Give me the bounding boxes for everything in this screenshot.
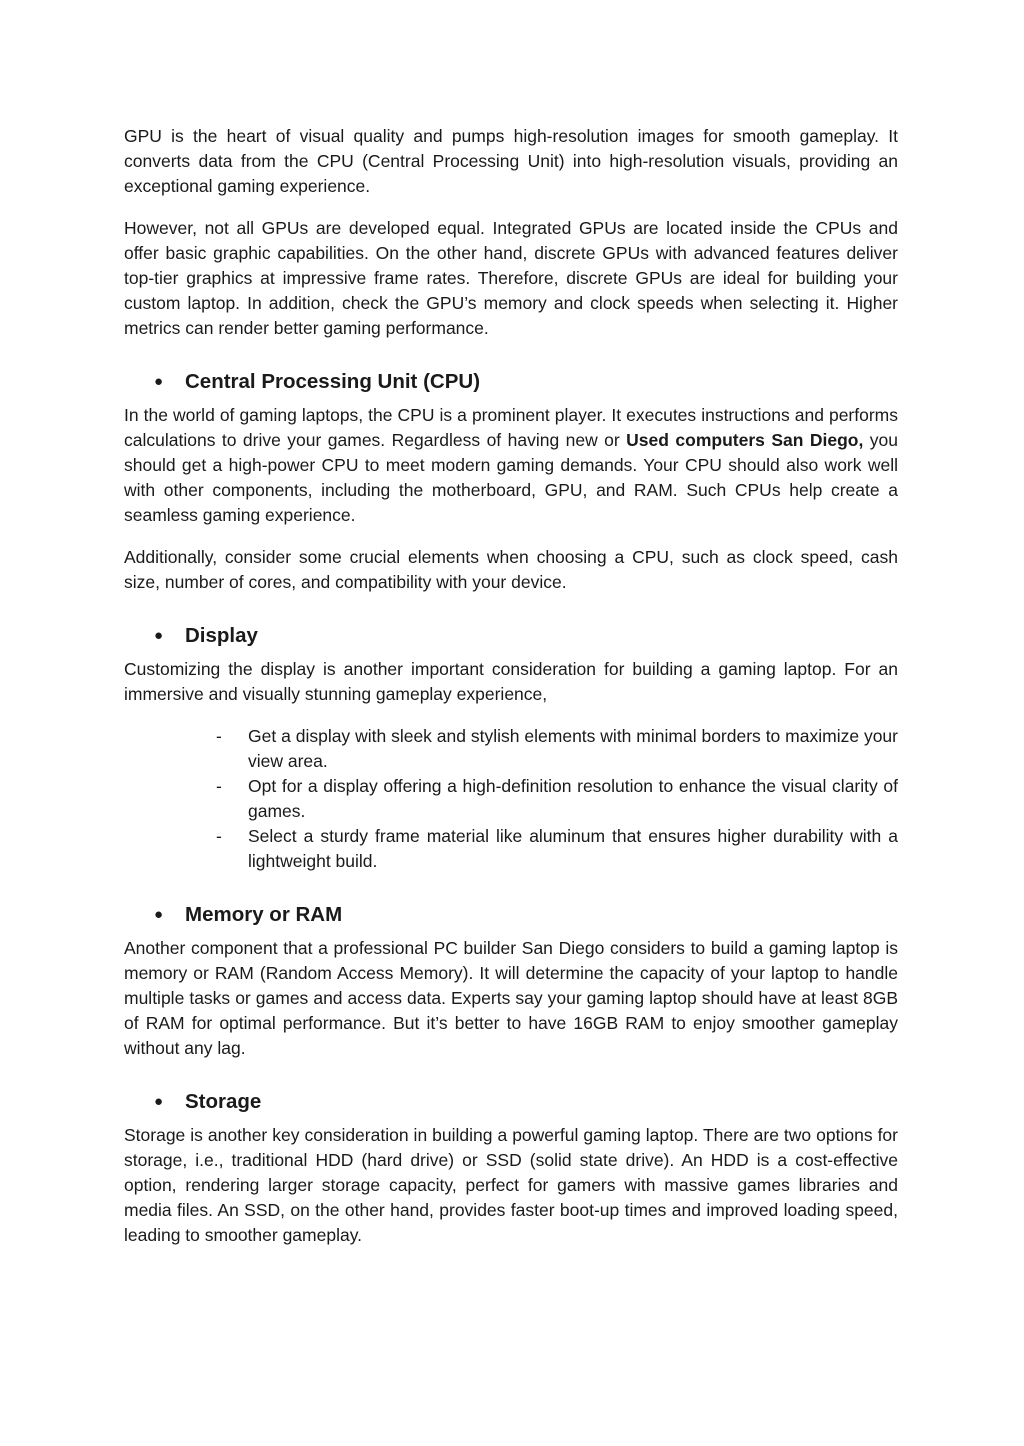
list-item (216, 774, 898, 824)
list-item-text: Get a display with sleek and stylish elements with minimal borders to maximize your view area. (248, 726, 898, 771)
display-heading-text: Display (185, 624, 258, 647)
list-item-text: Select a sturdy frame material like aluminum that ensures higher durability with a lightweight build. (248, 826, 898, 871)
cpu-paragraph-2: Additionally, consider some crucial elements when choosing a CPU, such as clock speed, cash size, number of cores, and compatibility with your device. (124, 547, 898, 592)
cpu-paragraph-1 (124, 403, 898, 528)
storage-heading-text: Storage (185, 1090, 262, 1113)
bullet-icon: ● (154, 906, 164, 923)
dash-icon: - (216, 826, 222, 846)
bullet-icon: ● (154, 1093, 164, 1110)
gpu-paragraph-2: However, not all GPUs are developed equal. Integrated GPUs are located inside the CPUs and offer basic graphic capabilities. On the other hand, discrete GPUs with advanced features deliver top-tier graphics at impressive frame rates. Therefore, discrete GPUs are ideal for building your custom laptop. In addition, check the GPU’s memory and clock speeds when selecting it. Higher metrics can render better gaming performance. (124, 218, 898, 338)
bullet-icon: ● (154, 373, 164, 390)
display-list (124, 724, 898, 874)
used-computers-link-text: Used computers San Diego, (626, 430, 864, 450)
cpu-heading (154, 367, 898, 397)
display-intro: Customizing the display is another important consideration for building a gaming laptop. For an immersive and visually stunning gameplay experience, (124, 659, 898, 704)
list-item-text: Opt for a display offering a high-definition resolution to enhance the visual clarity of games. (248, 776, 898, 821)
cpu-paragraph-1-end: you should get a high-power CPU to meet modern gaming demands. Your CPU should also work well with other components, including the motherboard, GPU, and RAM. Such CPUs help create a seamless gaming experience. (124, 430, 898, 525)
list-item (216, 824, 898, 874)
memory-heading-text: Memory or RAM (185, 903, 343, 926)
storage-heading (154, 1087, 898, 1117)
dash-icon: - (216, 726, 222, 746)
bullet-icon: ● (154, 627, 164, 644)
storage-paragraph: Storage is another key consideration in building a powerful gaming laptop. There are two options for storage, i.e., traditional HDD (hard drive) or SSD (solid state drive). An HDD is a cost-effective option, rendering larger storage capacity, perfect for gamers with massive games libraries and media files. An SSD, on the other hand, provides faster boot-up times and improved loading speed, leading to smoother gameplay. (124, 1125, 898, 1245)
gpu-paragraph-1: GPU is the heart of visual quality and pumps high-resolution images for smooth gameplay. It converts data from the CPU (Central Processing Unit) into high-resolution visuals, providing an exceptional gaming experience. (124, 126, 898, 196)
list-item (216, 724, 898, 774)
display-heading (154, 621, 898, 651)
memory-heading (154, 900, 898, 930)
memory-paragraph: Another component that a professional PC builder San Diego considers to build a gaming laptop is memory or RAM (Random Access Memory). It will determine the capacity of your laptop to handle multiple tasks or games and access data. Experts say your gaming laptop should have at least 8GB of RAM for optimal performance. But it’s better to have 16GB RAM to enjoy smoother gameplay without any lag. (124, 938, 898, 1058)
cpu-paragraph-1-start: In the world of gaming laptops, the CPU is a prominent player. It executes instructions and performs calculations to drive your games. Regardless of having new or (124, 405, 898, 450)
document-page (124, 124, 898, 1248)
cpu-heading-text: Central Processing Unit (CPU) (185, 370, 481, 393)
dash-icon: - (216, 776, 222, 796)
